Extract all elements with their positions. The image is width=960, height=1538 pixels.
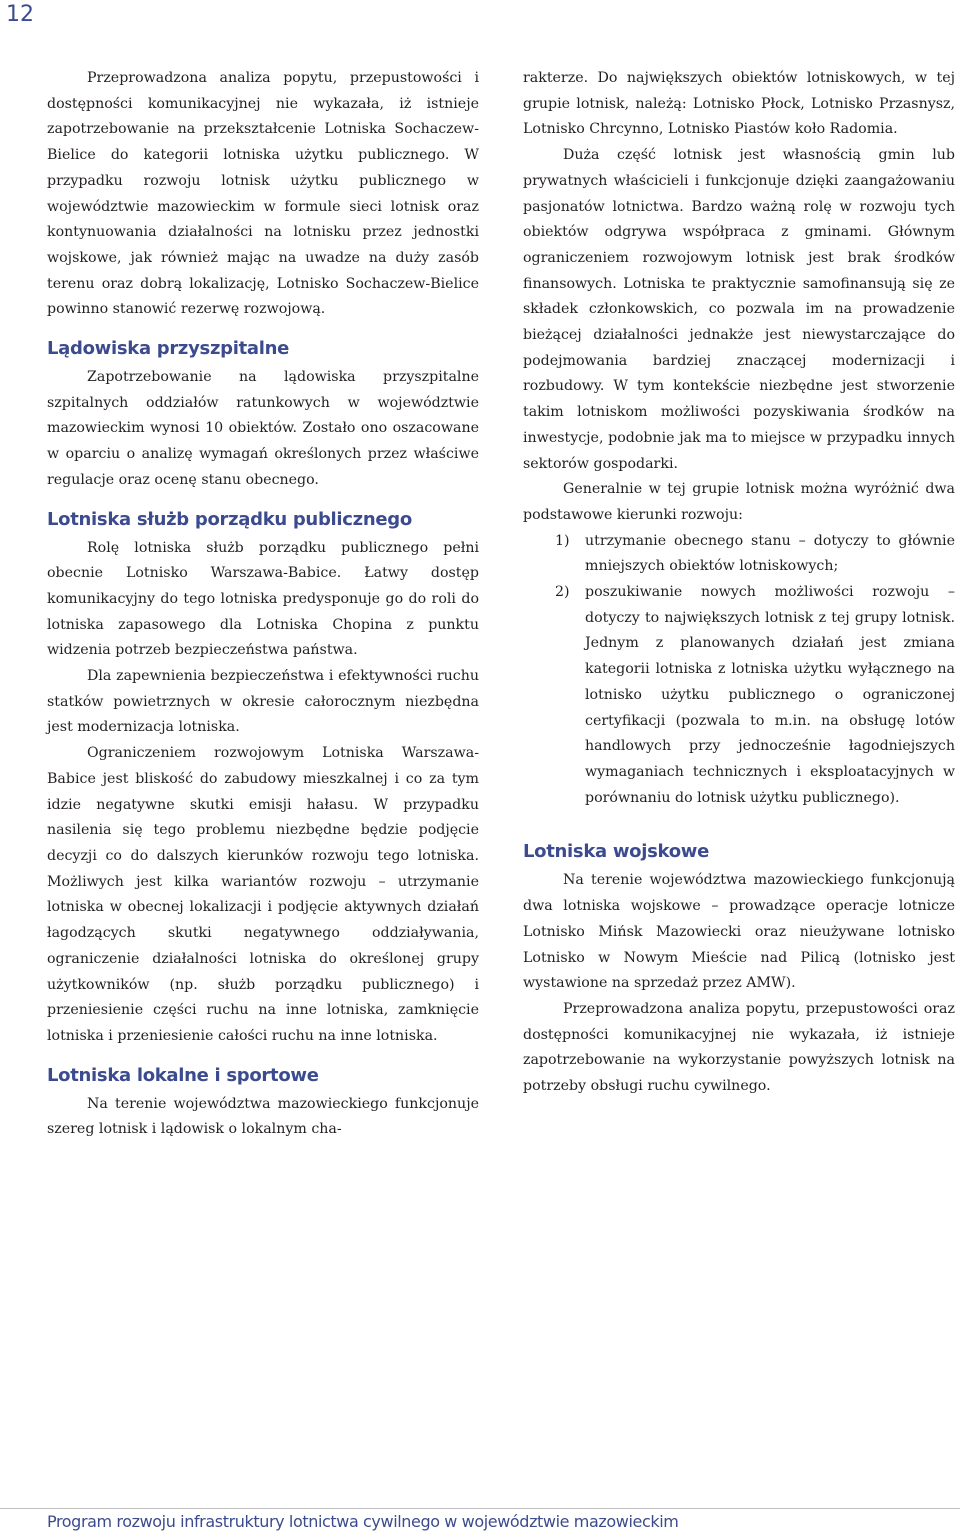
paragraph-babice-safety: Dla zapewnienia bezpieczeństwa i efektywności ruchu statków powietrznych w okresie całorocznym niezbędna jest modernizacja lotniska.	[47, 668, 479, 736]
list-item	[523, 529, 955, 580]
paragraph-babice-limits: Ograniczeniem rozwojowym Lotniska Warszawa-Babice jest bliskość do zabudowy mieszkalnej i co za tym idzie negatywne skutki emisji hałasu. W przypadku nasilenia się tego problemu niezbędne będzie podjęcie decyzji co do dalszych kierunków rozwoju tego lotniska. Możliwych jest kilka wariantów rozwoju – utrzymanie lotniska w obecnej lokalizacji i podjęcie aktywnych działań łagodzących skutki negatywnego oddziaływania, ograniczenie działalności lotniska do określonej grupy użytkowników (np. służb porządku publicznego) i przeniesienie części ruchu na inne lotniska, zamknięcie lotniska i przeniesienie całości ruchu na inne lotniska.	[47, 745, 479, 1044]
heading-lotniska-lokalne: Lotniska lokalne i sportowe	[47, 1064, 319, 1086]
list-item	[523, 580, 955, 811]
paragraph-gminy: Duża część lotnisk jest własnością gmin lub prywatnych właścicieli i funkcjonuje dzięki zaangażowaniu pasjonatów lotnictwa. Bardzo ważną rolę w rozwoju tych obiektów odgrywa współpraca z gminami. Głównym ograniczeniem rozwojowym lotnisk jest brak środków finansowych. Lotniska te praktycznie samofinansują się ze składek członkowskich, co pozwala im na prowadzenie bieżącej działalności jednakże jest niewystarczające do podejmowania bardziej znaczącej modernizacji i rozbudowy. W tym kontekście niezbędne jest stworzenie takim lotniskom możliwości pozyskiwania środków na inwestycje, podobnie jak ma to miejsce w przypadku innych sektorów gospodarki.	[523, 147, 955, 472]
paragraph-babice-role: Rolę lotniska służb porządku publicznego pełni obecnie Lotnisko Warszawa-Babice. Łatwy dostęp komunikacyjny do tego lotniska predysponuje go do roli do lotniska zapasowego dla Lotniska Chopina z punktu widzenia potrzeb bezpieczeństwa państwa.	[47, 539, 479, 659]
list-number: 1)	[555, 532, 570, 549]
paragraph-kierunki: Generalnie w tej grupie lotnisk można wyróżnić dwa podstawowe kierunki rozwoju:	[523, 481, 955, 523]
directions-list	[523, 529, 955, 812]
paragraph-wojskowe-analysis: Przeprowadzona analiza popytu, przepustowości oraz dostępności komunikacyjnej nie wykazała, iż istnieje zapotrzebowanie na wykorzystanie powyższych lotnisk na potrzeby obsługi ruchu cywilnego.	[523, 1000, 955, 1095]
page-number: 12	[6, 2, 34, 27]
heading-lotniska-sluzb: Lotniska służb porządku publicznego	[47, 508, 412, 530]
paragraph-lokalne-start: Na terenie województwa mazowieckiego funkcjonuje szereg lotnisk i lądowisk o lokalnym cha-	[47, 1095, 479, 1138]
heading-lotniska-wojskowe: Lotniska wojskowe	[523, 841, 709, 863]
left-column	[47, 66, 479, 1143]
footer-divider	[0, 1508, 960, 1509]
list-number: 2)	[555, 584, 570, 601]
heading-ladowiska-przyszpitalne: Lądowiska przyszpitalne	[47, 338, 290, 360]
list-text: utrzymanie obecnego stanu – dotyczy to głównie mniejszych obiektów lotniskowych;	[585, 532, 955, 575]
list-text: poszukiwanie nowych możliwości rozwoju – dotyczy to największych lotnisk z tej grupy lotnisk. Jednym z planowanych działań jest zmiana kategorii lotniska z lotniska użytku wyłącznego na lotnisko użytku publicznego o ograniczonej certyfikacji (pozwala to m.in. na obsługę lotów handlowych przy jednocześnie łagodniejszych wymaganiach technicznych i eksploatacyjnych w porównaniu do lotnisk użytku publicznego).	[585, 584, 955, 806]
paragraph-ladowiska: Zapotrzebowanie na lądowiska przyszpitalne szpitalnych oddziałów ratunkowych w województwie mazowieckim wynosi 10 obiektów. Zostało ono oszacowane w oparciu o analizę wymagań określonych przez właściwe regulacje oraz ocenę stanu obecnego.	[47, 369, 479, 488]
right-column	[523, 66, 955, 1100]
paragraph-sochaczew: Przeprowadzona analiza popytu, przepustowości i dostępności komunikacyjnej nie wykazała, iż istnieje zapotrzebowanie na przekształcenie Lotniska Sochaczew-Bielice do kategorii lotniska użytku publicznego. W przypadku rozwoju lotnisk użytku publicznego w województwie mazowieckim w formule sieci lotnisk oraz kontynuowania działalności na lotnisku przez jednostki wojskowe, jak również mając na uwadze na duży zasób terenu oraz dobrą lokalizację, Lotnisko Sochaczew-Bielice powinno stanowić rezerwę rozwojową.	[47, 70, 479, 318]
paragraph-lokalne-cont: rakterze. Do największych obiektów lotniskowych, w tej grupie lotnisk, należą: Lotnisko Płock, Lotnisko Przasnysz, Lotnisko Chrcynno, Lotnisko Piastów koło Radomia.	[523, 70, 955, 138]
footer-title: Program rozwoju infrastruktury lotnictwa cywilnego w województwie mazowieckim	[47, 1512, 679, 1531]
paragraph-wojskowe: Na terenie województwa mazowieckiego funkcjonują dwa lotniska wojskowe – prowadzące operacje lotnicze Lotnisko Mińsk Mazowiecki oraz nieużywane lotnisko Lotnisko w Nowym Mieście nad Pilicą (lotnisko jest wystawione na sprzedaż przez AMW).	[523, 872, 955, 992]
